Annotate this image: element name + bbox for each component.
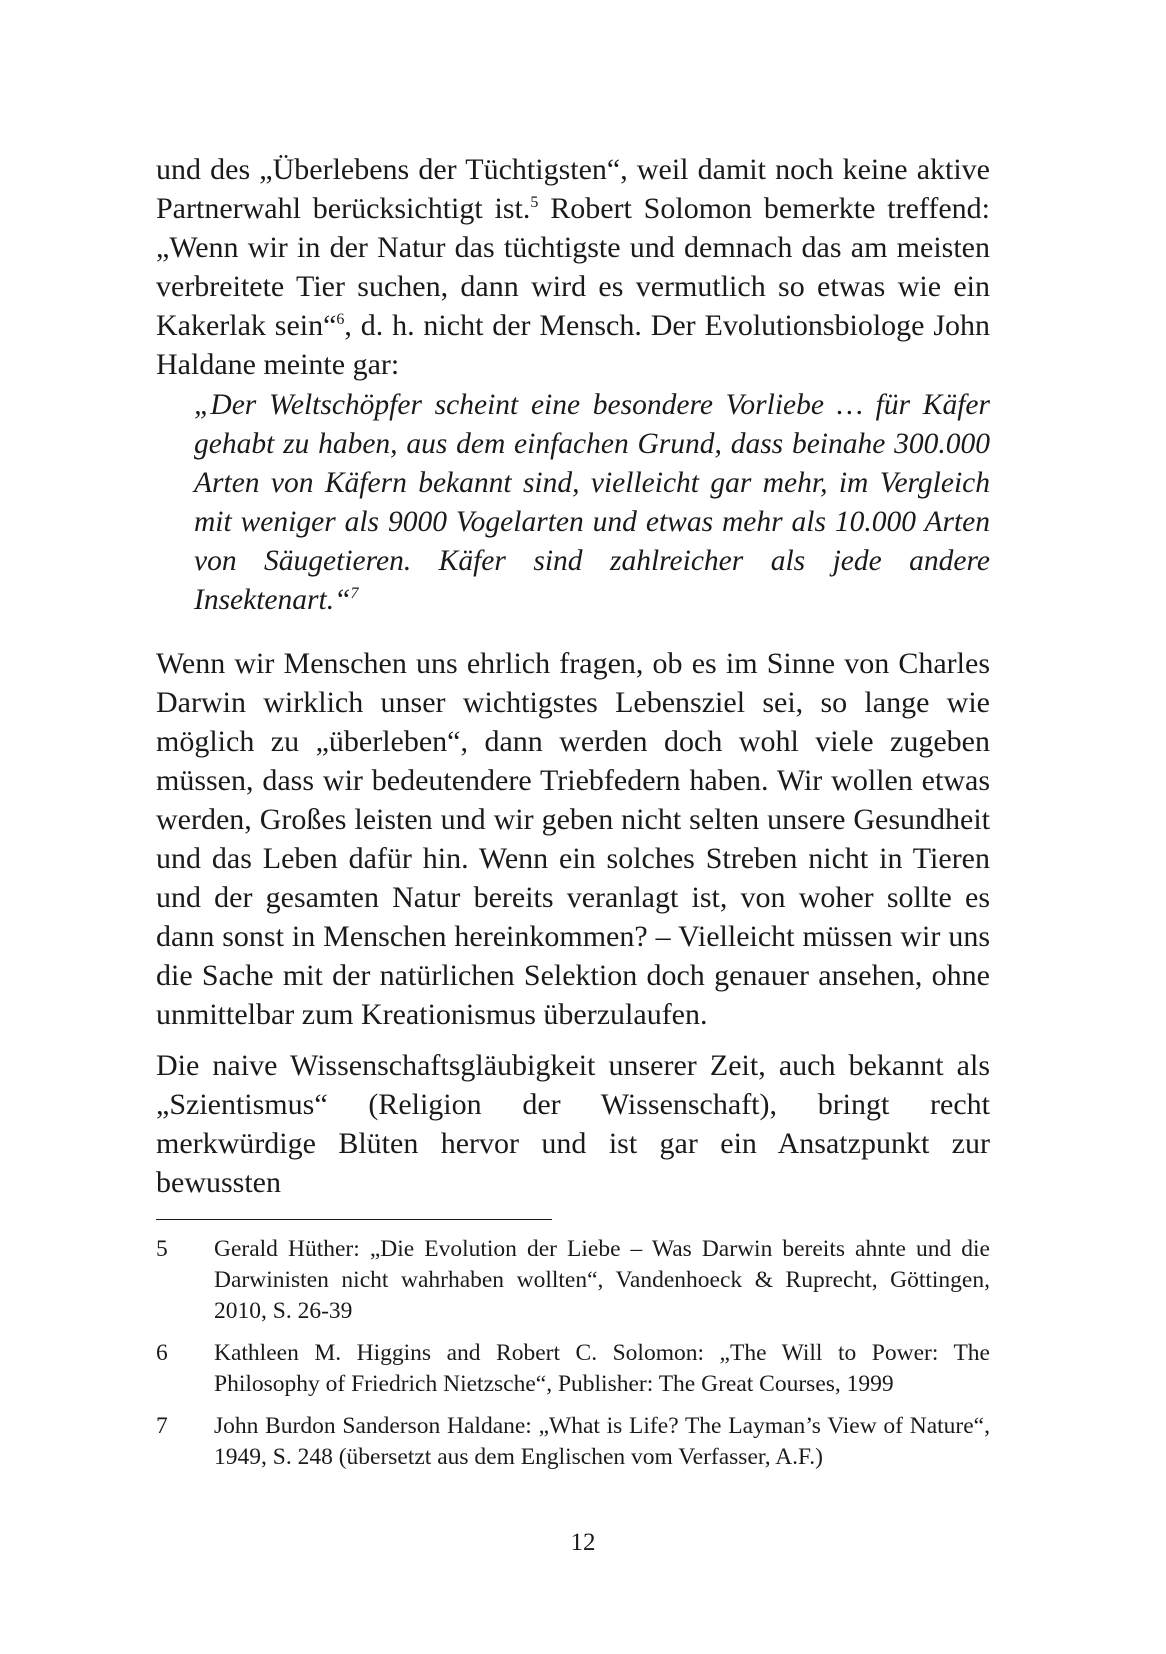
block-quote bbox=[194, 386, 990, 620]
paragraph-1-part-a: und des „Überlebens der Tüchtigsten“, weil damit noch keine aktive Partnerwahl berücksichtigt ist. bbox=[156, 153, 990, 225]
paragraph-3: Die naive Wissenschaftsgläubigkeit unserer Zeit, auch bekannt als „Szientismus“ (Religion der Wissenschaft), bringt recht merkwürdige Blüten hervor und ist gar ein Ansatzpunkt zur bewussten bbox=[156, 1049, 990, 1199]
footnote-6 bbox=[156, 1338, 990, 1400]
footnote-7 bbox=[156, 1411, 990, 1473]
spacer bbox=[156, 1034, 990, 1046]
footnote-text: Gerald Hüther: „Die Evolution der Liebe – Was Darwin bereits ahnte und die Darwinisten nicht wahrhaben wollten“, Vandenhoeck & Ruprecht, Göttingen, 2010, S. 26-39 bbox=[214, 1236, 990, 1324]
paragraph-1-part-b: Robert Solomon bemerkte treffend: „Wenn wir in der Natur das tüchtigste und demnach das am meisten verbreitete Tier suchen, dann wird es vermutlich so etwas wie ein Kakerlak sein“ bbox=[156, 192, 991, 342]
page-number: 12 bbox=[570, 1529, 596, 1556]
paragraph-1-part-c: , d. h. nicht der Mensch. Der Evolutionsbiologe John Haldane meinte gar: bbox=[156, 309, 990, 381]
block-quote-text: „Der Weltschöpfer scheint eine besondere Vorliebe … für Käfer gehabt zu haben, aus dem einfachen Grund, dass beinahe 300.000 Arten von Käfern bekannt sind, vielleicht gar mehr, im Vergleich mit weniger als 9000 Vogelarten und etwas mehr als 10.000 Arten von Säugetieren. Käfer sind zahlreicher als jede andere Insektenart.“ bbox=[194, 389, 990, 616]
footnote-5 bbox=[156, 1234, 990, 1327]
footnote-divider bbox=[156, 1219, 552, 1220]
footnote-ref-7[interactable]: 7 bbox=[350, 585, 359, 603]
paragraph-1 bbox=[156, 150, 990, 384]
footnote-ref-5[interactable]: 5 bbox=[530, 194, 539, 211]
paragraph-2: Wenn wir Menschen uns ehrlich fragen, ob es im Sinne von Charles Darwin wirklich unser wichtigstes Lebensziel sei, so lange wie möglich zu „überleben“, dann werden doch wohl viele zugeben müssen, dass wir bedeutendere Triebfedern haben. Wir wollen etwas werden, Großes leisten und wir geben nicht selten unsere Gesundheit und das Leben dafür hin. Wenn ein solches Streben nicht in Tieren und der gesamten Natur bereits veranlagt ist, von woher sollte es dann sonst in Menschen hereinkommen? – Vielleicht müssen wir uns die Sache mit der natürlichen Selektion doch genauer ansehen, ohne unmittelbar zum Kreationismus überzulaufen. bbox=[156, 647, 990, 1031]
footnote-number: 7 bbox=[156, 1413, 168, 1439]
spacer bbox=[156, 620, 990, 644]
footnote-ref-6[interactable]: 6 bbox=[336, 311, 345, 328]
footnote-text: Kathleen M. Higgins and Robert C. Solomon: „The Will to Power: The Philosophy of Friedrich Nietzsche“, Publisher: The Great Courses, 1999 bbox=[214, 1340, 990, 1397]
footnotes bbox=[156, 1234, 990, 1484]
footnote-number: 6 bbox=[156, 1340, 168, 1366]
footnote-number: 5 bbox=[156, 1236, 168, 1262]
footnote-text: John Burdon Sanderson Haldane: „What is Life? The Layman’s View of Nature“, 1949, S. 248 (übersetzt aus dem Englischen vom Verfasser, A.F.) bbox=[214, 1413, 990, 1470]
main-text bbox=[156, 150, 990, 1202]
